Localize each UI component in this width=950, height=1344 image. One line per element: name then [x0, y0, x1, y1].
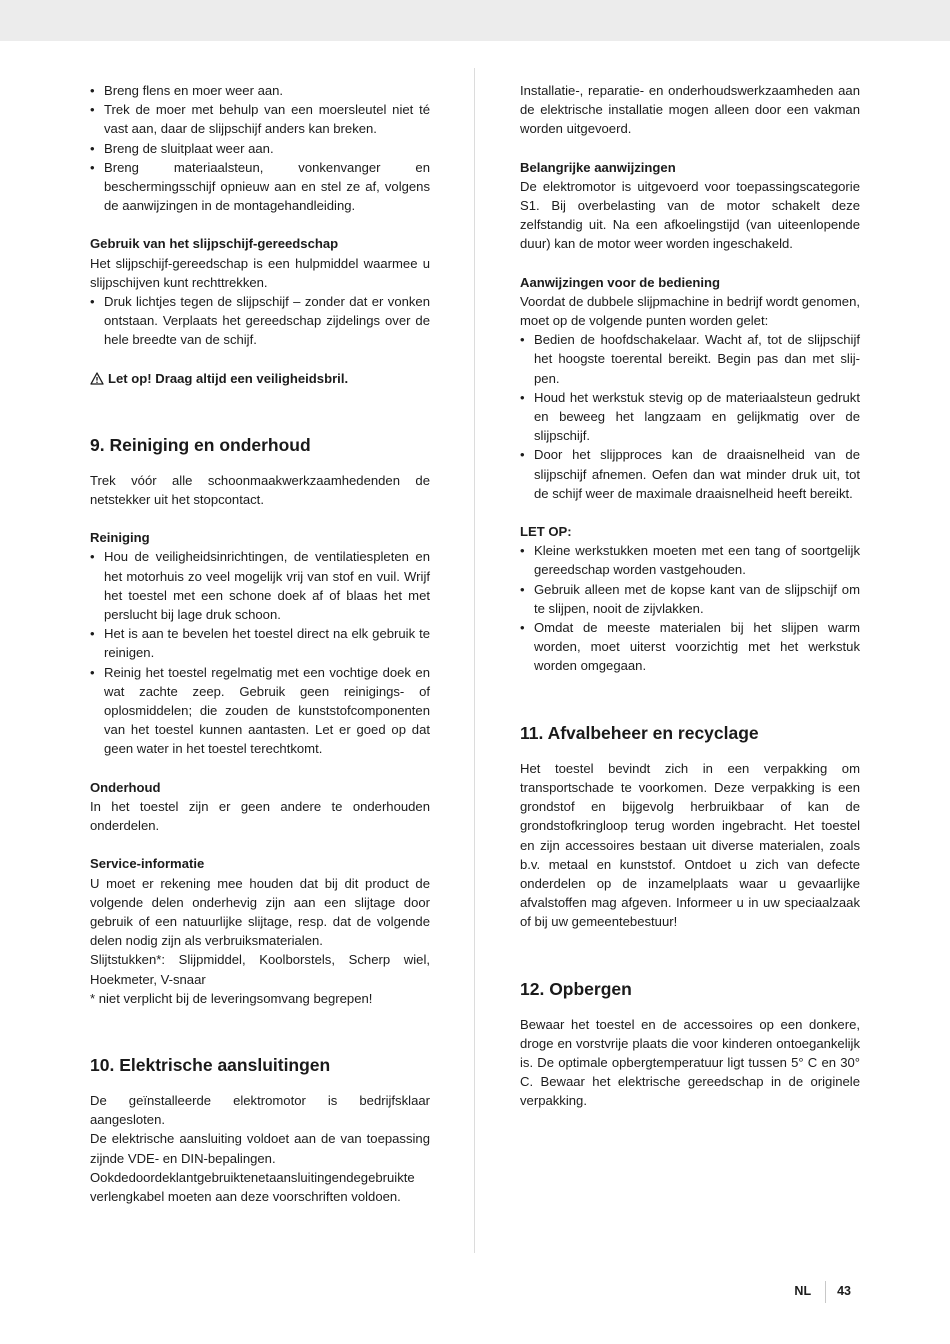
section-12-title: 12. Opbergen: [520, 978, 632, 999]
section-11-title: 11. Afvalbeheer en recyclage: [520, 722, 759, 743]
section-10-paragraph: Ookdedoordeklantgebruiktenetaansluitingendegebruikte verlengkabel moeten aan deze voorschriften voldoen.: [90, 1169, 415, 1204]
service-note: * niet verplicht bij de leveringsomvang begrepen!: [90, 990, 373, 1006]
maintenance-heading: Onderhoud: [90, 779, 161, 795]
service-heading: Service-informatie: [90, 856, 205, 872]
service-text: U moet er rekening mee houden dat bij dit product de volgende delen onderhevig zijn aan een slijtage door gebruik of een natuurlijke slijtage, resp. dat de volgende delen nodig zijn als verbruiksmaterialen.: [90, 875, 430, 949]
service-parts: Slijtstukken*: Slijpmiddel, Koolborstels, Scherp wiel, Hoekmeter, V-snaar: [90, 952, 430, 987]
warning-text: Let op! Draag altijd een veiligheidsbril.: [108, 370, 349, 386]
list-item: • Reinig het toestel regelmatig met een vochtige doek en wat zachte zeep. Gebruik geen reinigings- of oplosmiddelen; die zouden de kunststofcomponenten van het toestel kunnen aantasten. Let er goed op dat geen water in het toestel terechtkomt.: [90, 663, 430, 759]
section-10-paragraph: De elektrische aansluiting voldoet aan de van toepassing zijnde VDE- en DIN-bepalingen.: [90, 1131, 430, 1166]
page-number: 43: [837, 1284, 851, 1299]
footer-separator: [825, 1281, 826, 1303]
page-footer: [794, 1281, 851, 1303]
warning-triangle-icon: [90, 372, 104, 385]
list-item: • Trek de moer met behulp van een moersleutel niet té vast aan, daar de slijpschijf anders kan breken.: [90, 100, 430, 138]
list-item: • Hou de veiligheidsinrichtingen, de ventilatiespleten en het motorhuis zo veel mogelijk vrij van stof en vuil. Wrijf het toestel met een schone doek af of blaas het met perslucht bij lage druk schoon.: [90, 547, 430, 624]
cleaning-heading: Reiniging: [90, 530, 150, 546]
section-12-text: Bewaar het toestel en de accessoires op een donkere, droge en vorstvrije plaats die voor kinderen ontoegankelijk is. De optimale opbergtemperatuur ligt tussen 5° C en 30° C. Bewaar het elektrische gereedschap in de originele verpakking.: [520, 1016, 860, 1109]
important-heading: Belangrijke aanwijzingen: [520, 159, 676, 175]
list-item: • Breng flens en moer weer aan.: [90, 81, 430, 100]
list-item: • Houd het werkstuk stevig op de materiaalsteun gedrukt en beweeg het langzaam en gelijkmatig over de slijpschijf.: [520, 388, 860, 446]
tool-list: [90, 292, 430, 350]
note-heading: LET OP:: [520, 524, 572, 540]
operation-list: [520, 330, 860, 503]
section-9-intro: Trek vóór alle schoonmaakwerkzaamhedenden de netstekker uit het stopcontact.: [90, 472, 430, 508]
tool-heading: Gebruik van het slijpschijf-gereedschap: [90, 236, 339, 252]
list-item: • Door het slijpproces kan de draaisnelheid van de slijpschijf afnemen. Oefen dan wat minder druk uit, tot de schijf weer de maximale draaisnelheid heeft bereikt.: [520, 445, 860, 503]
section-11-text: Het toestel bevindt zich in een verpakking om transportschade te voorkomen. Deze verpakking is een grondstof en bijgevolg herbruikbaar of kan de grondstofkringloop terug worden ingebracht. Het toestel en zijn accessoires bestaan uit diverse materialen, zoals b.v. metaal en kunststof. Ontdoet u zich van defecte onderdelen op de inzamelplaats waar u gevaarlijke afvalstoffen mag afgeven. Informeer u in uw speciaalzaak of bij uw gemeentebestuur!: [520, 760, 860, 930]
list-item: • Gebruik alleen met de kopse kant van de slijpschijf om te slijpen, nooit de zijvlakken.: [520, 580, 860, 618]
tool-text: Het slijpschijf-gereedschap is een hulpmiddel waarmee u slijpschijven kunt rechttrekken.: [90, 255, 430, 290]
list-item: • Bedien de hoofdschakelaar. Wacht af, tot de slijpschijf het hoogste toerental bereikt. Begin pas dan met slij-pen.: [520, 330, 860, 388]
list-item: • Omdat de meeste materialen bij het slijpen warm worden, moet uiterst voorzichtig met het werkstuk worden omgegaan.: [520, 618, 860, 676]
maintenance-text: In het toestel zijn er geen andere te onderhouden onderdelen.: [90, 798, 430, 834]
section-10-title: 10. Elektrische aansluitingen: [90, 1054, 331, 1075]
list-item: • Druk lichtjes tegen de slijpschijf – zonder dat er vonken ontstaan. Verplaats het gereedschap zijdelings over de hele breedte van de schijf.: [90, 292, 430, 350]
installation-intro: Installatie-, reparatie- en onderhoudswerkzaamheden aan de elektrische installatie mogen alleen door een vakman worden uitgevoerd.: [520, 83, 860, 137]
top-bar: [0, 0, 950, 41]
left-column: [90, 81, 430, 1206]
section-10-paragraph: De geïnstalleerde elektromotor is bedrijfsklaar aangesloten.: [90, 1092, 430, 1128]
section-9-title: 9. Reiniging en onderhoud: [90, 434, 311, 455]
list-item: • Kleine werkstukken moeten met een tang of soortgelijk gereedschap worden vastgehouden.: [520, 541, 860, 579]
operation-text: Voordat de dubbele slijpmachine in bedrijf wordt genomen, moet op de volgende punten worden gelet:: [520, 293, 860, 329]
list-item: • Het is aan te bevelen het toestel direct na elk gebruik te reinigen.: [90, 624, 430, 662]
important-text: De elektromotor is uitgevoerd voor toepassingscategorie S1. Bij overbelasting van de motor schakelt deze zelfstandig uit. Na een afkoelingstijd (van uiteenlopende duur) kan de motor weer worden ingeschakeld.: [520, 178, 860, 252]
list-item: • Breng materiaalsteun, vonkenvanger en beschermingsschijf opnieuw aan en stel ze af, volgens de aanwijzingen in de montagehandleiding.: [90, 158, 430, 216]
cleaning-list: [90, 547, 430, 758]
operation-heading: Aanwijzingen voor de bediening: [520, 274, 721, 290]
right-column: [520, 81, 860, 1111]
list-item: • Breng de sluitplaat weer aan.: [90, 139, 430, 158]
safety-warning: [90, 369, 430, 388]
column-divider: [474, 68, 475, 1253]
reassembly-list: [90, 81, 430, 215]
language-label: NL: [794, 1284, 812, 1299]
note-list: [520, 541, 860, 675]
